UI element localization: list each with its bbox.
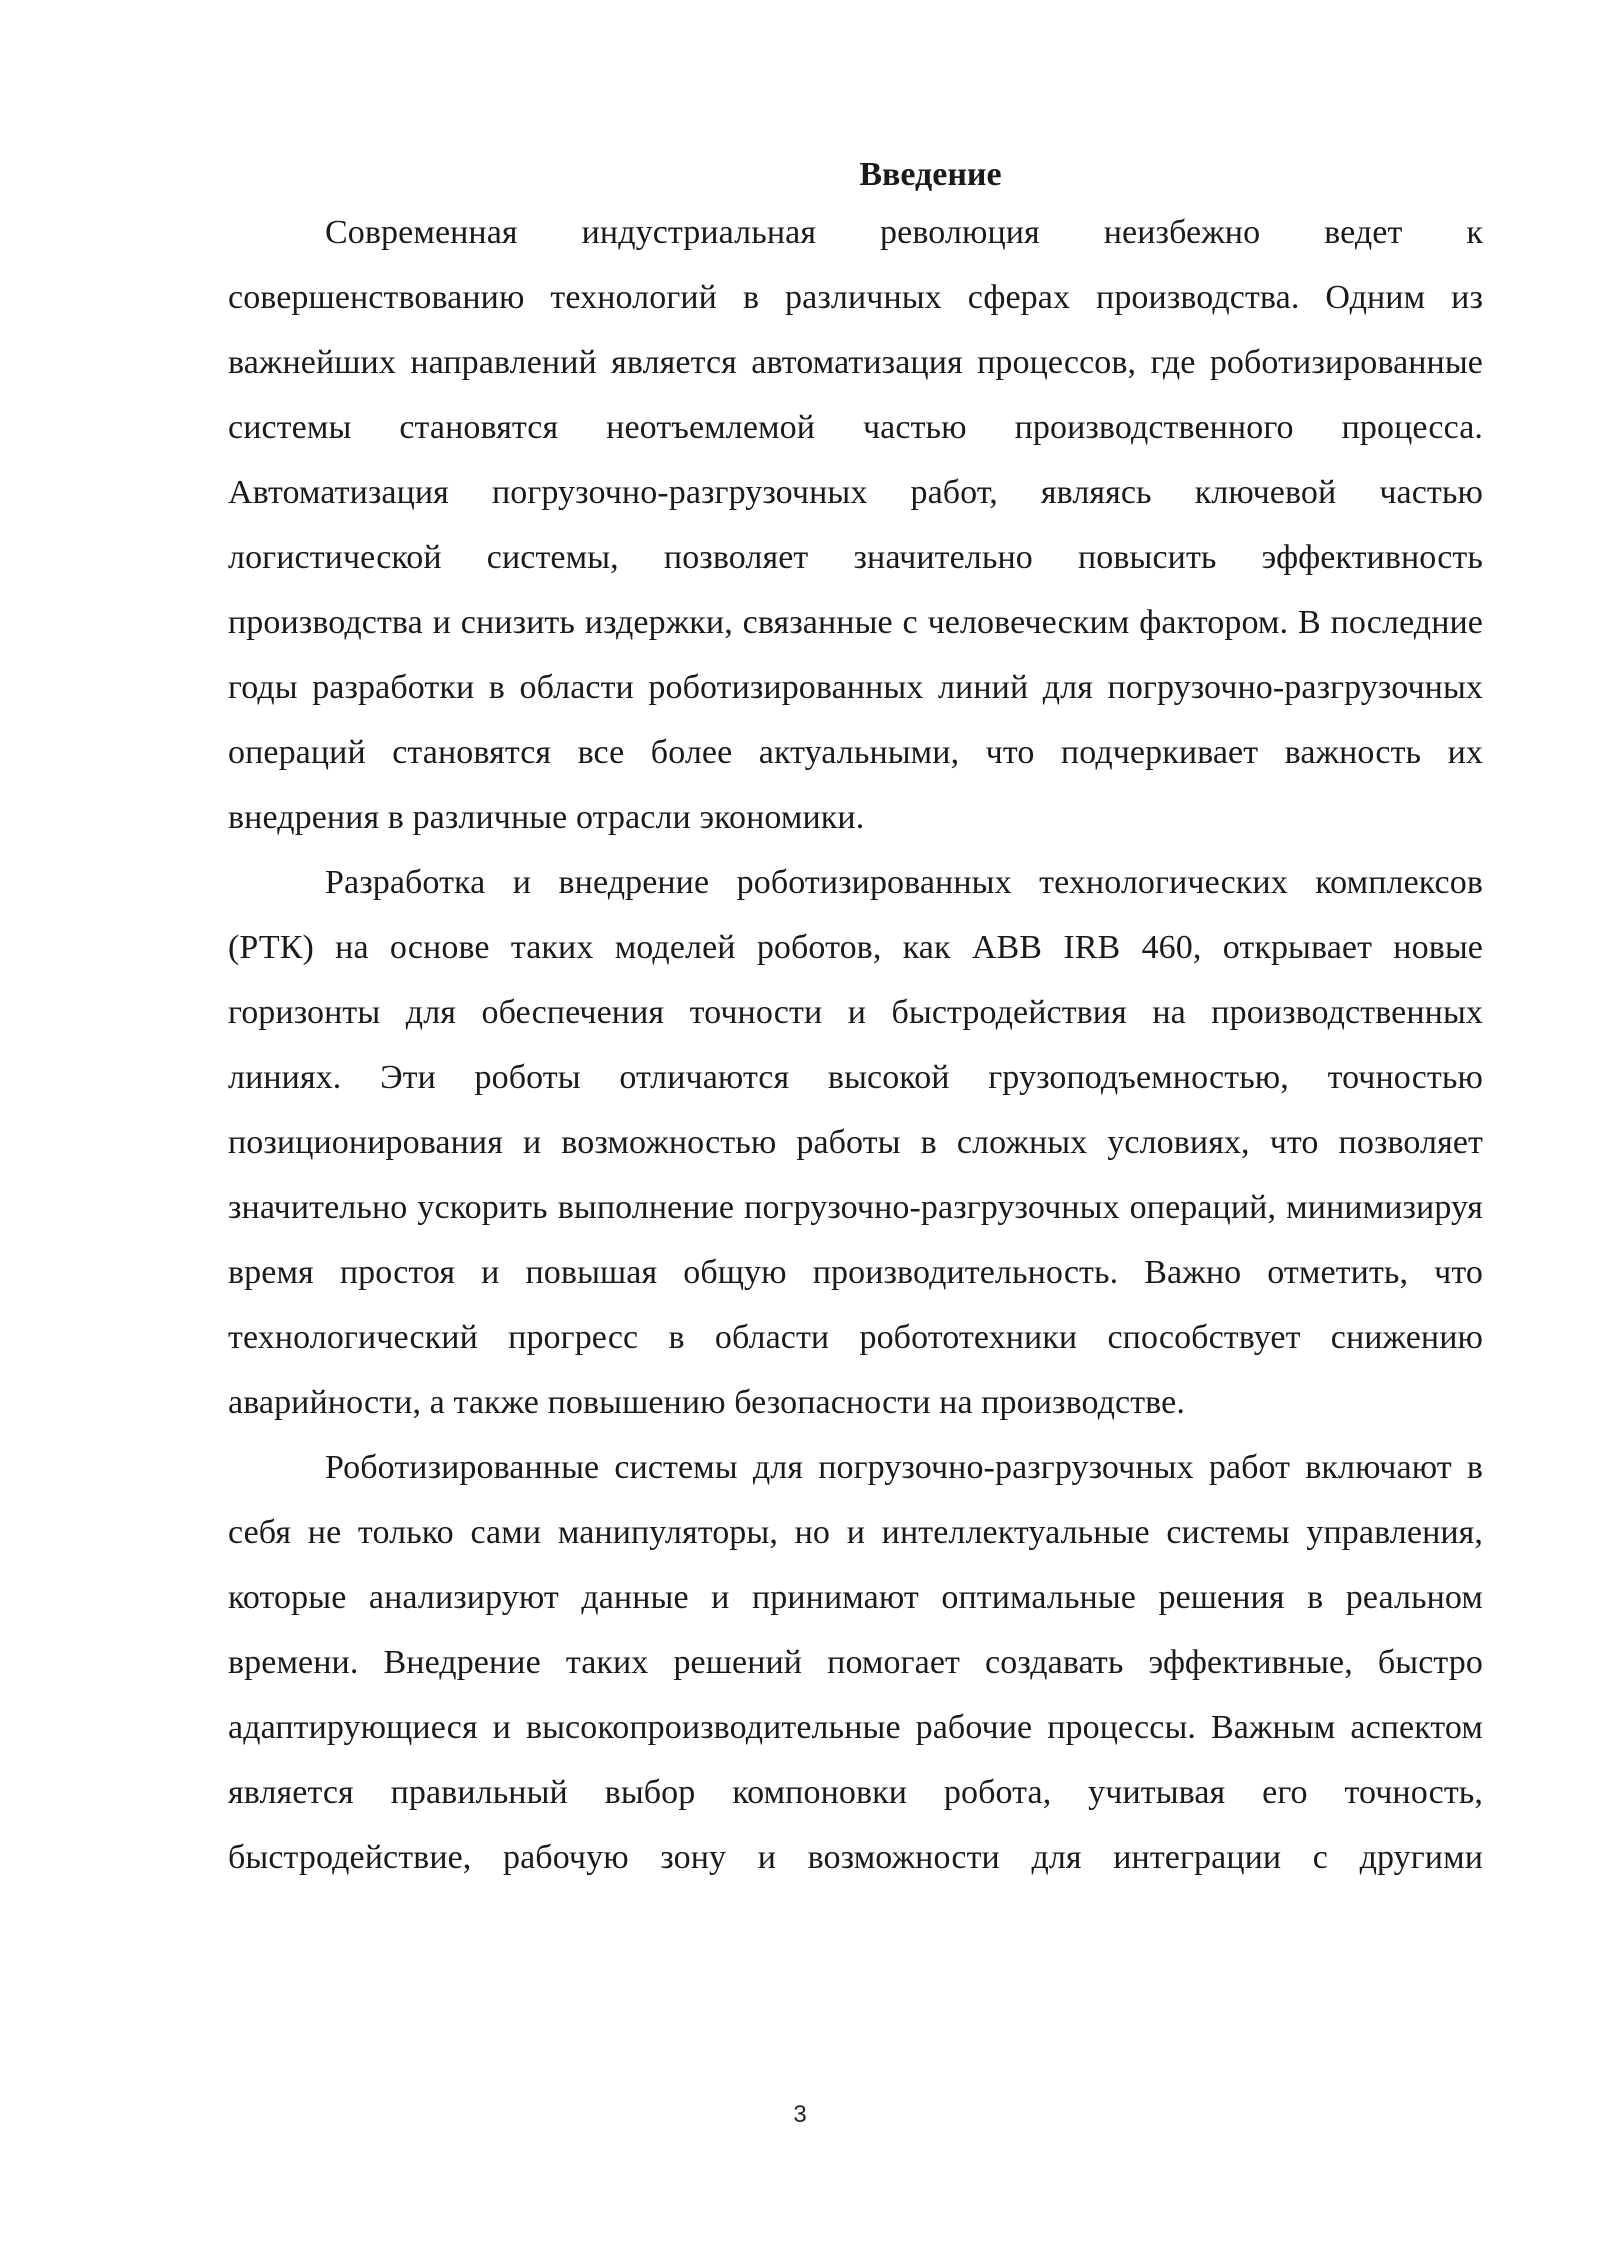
paragraph-2: Разработка и внедрение роботизированных технологических комплексов (РТК) на основе таких моделей роботов, как ABB IRB 460, открывает новые горизонты для обеспечения точности и быстродействия на производственных линиях. Эти роботы отличаются высокой грузоподъемностью, точностью позиционирования и возможностью работы в сложных условиях, что позволяет значительно ускорить выполнение погрузочно-разгрузочных операций, минимизируя время простоя и повышая общую производительность. Важно отметить, что технологический прогресс в области робототехники способствует снижению аварийности, а также повышению безопасности на производстве. [228, 864, 1483, 1421]
page-number: 3 [793, 2101, 807, 2128]
paragraph-1: Современная индустриальная революция неизбежно ведет к совершенствованию технологий в различных сферах производства. Одним из важнейших направлений является автоматизация процессов, где роботизированные системы становятся неотъемлемой частью производственного процесса. Автоматизация погрузочно-разгрузочных работ, являясь ключевой частью логистической системы, позволяет значительно повысить эффективность производства и снизить издержки, связанные с человеческим фактором. В последние годы разработки в области роботизированных линий для погрузочно-разгрузочных операций становятся все более актуальными, что подчеркивает важность их внедрения в различные отрасли экономики. [228, 214, 1483, 836]
section-title: Введение [859, 156, 1002, 193]
page-body [228, 150, 1483, 1890]
paragraph-3: Роботизированные системы для погрузочно-разгрузочных работ включают в себя не только сами манипуляторы, но и интеллектуальные системы управления, которые анализируют данные и принимают оптимальные решения в реальном времени. Внедрение таких решений помогает создавать эффективные, быстро адаптирующиеся и высокопроизводительные рабочие процессы. Важным аспектом является правильный выбор компоновки робота, учитывая его точность, быстродействие, рабочую зону и возможности для интеграции с другими [228, 1449, 1483, 1876]
